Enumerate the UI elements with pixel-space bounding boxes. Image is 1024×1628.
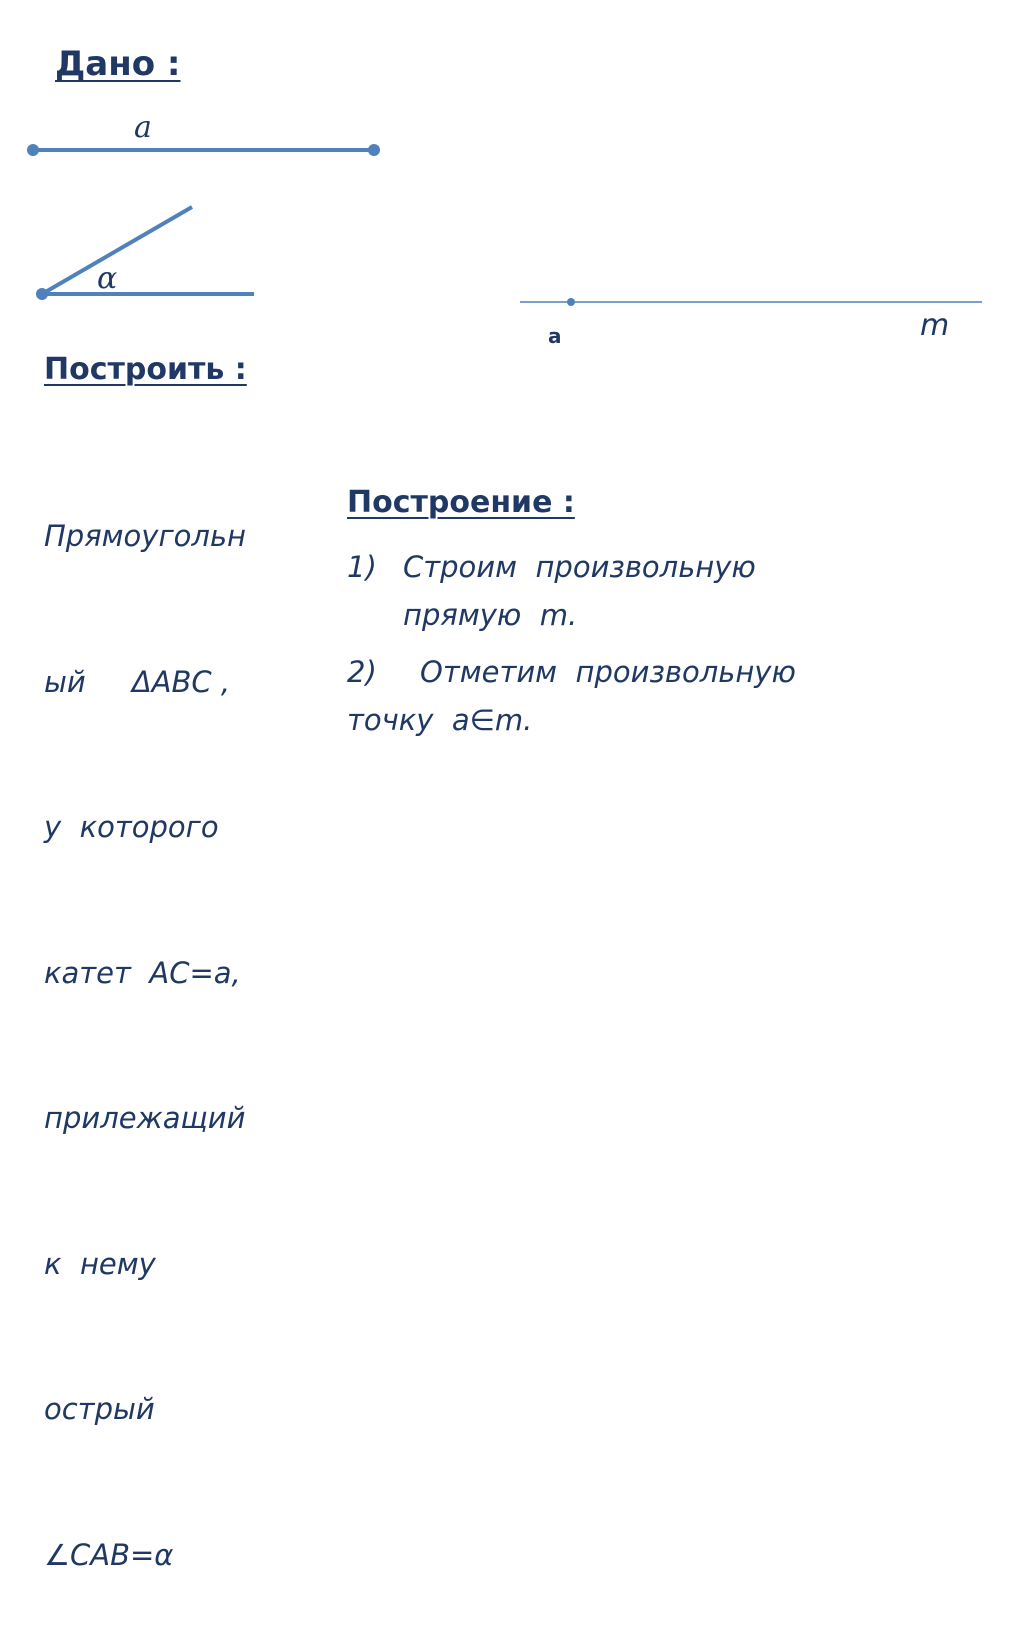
- given-heading: Дано :: [55, 44, 181, 84]
- point-label: a: [548, 324, 562, 348]
- segment-endpoint-left: [27, 144, 39, 156]
- segment-label: a: [134, 110, 152, 145]
- construct-line: ый ΔABC ,: [44, 664, 231, 699]
- construct-line: Прямоугольн: [44, 519, 247, 553]
- angle-vertex: [36, 288, 48, 300]
- step-1-number: 1): [347, 550, 377, 584]
- construct-heading: Построить :: [44, 352, 247, 387]
- construct-line: к нему: [44, 1246, 156, 1281]
- step-1-continuation: прямую m.: [403, 598, 578, 632]
- construct-line: у которого: [44, 810, 219, 844]
- angle-label: α: [97, 261, 118, 296]
- construct-line: прилежащий: [44, 1101, 246, 1135]
- construction-heading: Построение :: [347, 485, 575, 520]
- step-2-number: 2): [347, 655, 377, 689]
- segment-endpoint-right: [368, 144, 380, 156]
- step-2-text: Отметим произвольную: [420, 655, 796, 689]
- construct-text: [44, 415, 246, 1628]
- step-1-text: Строим произвольную: [403, 550, 756, 584]
- line-label: m: [920, 308, 950, 343]
- step-2-continuation: точку a∈m.: [347, 703, 533, 737]
- construct-line: катет AC=a,: [44, 955, 241, 990]
- point-a: [567, 298, 575, 306]
- construct-line: острый: [44, 1392, 155, 1426]
- construct-line: ∠CAB=α: [44, 1537, 174, 1572]
